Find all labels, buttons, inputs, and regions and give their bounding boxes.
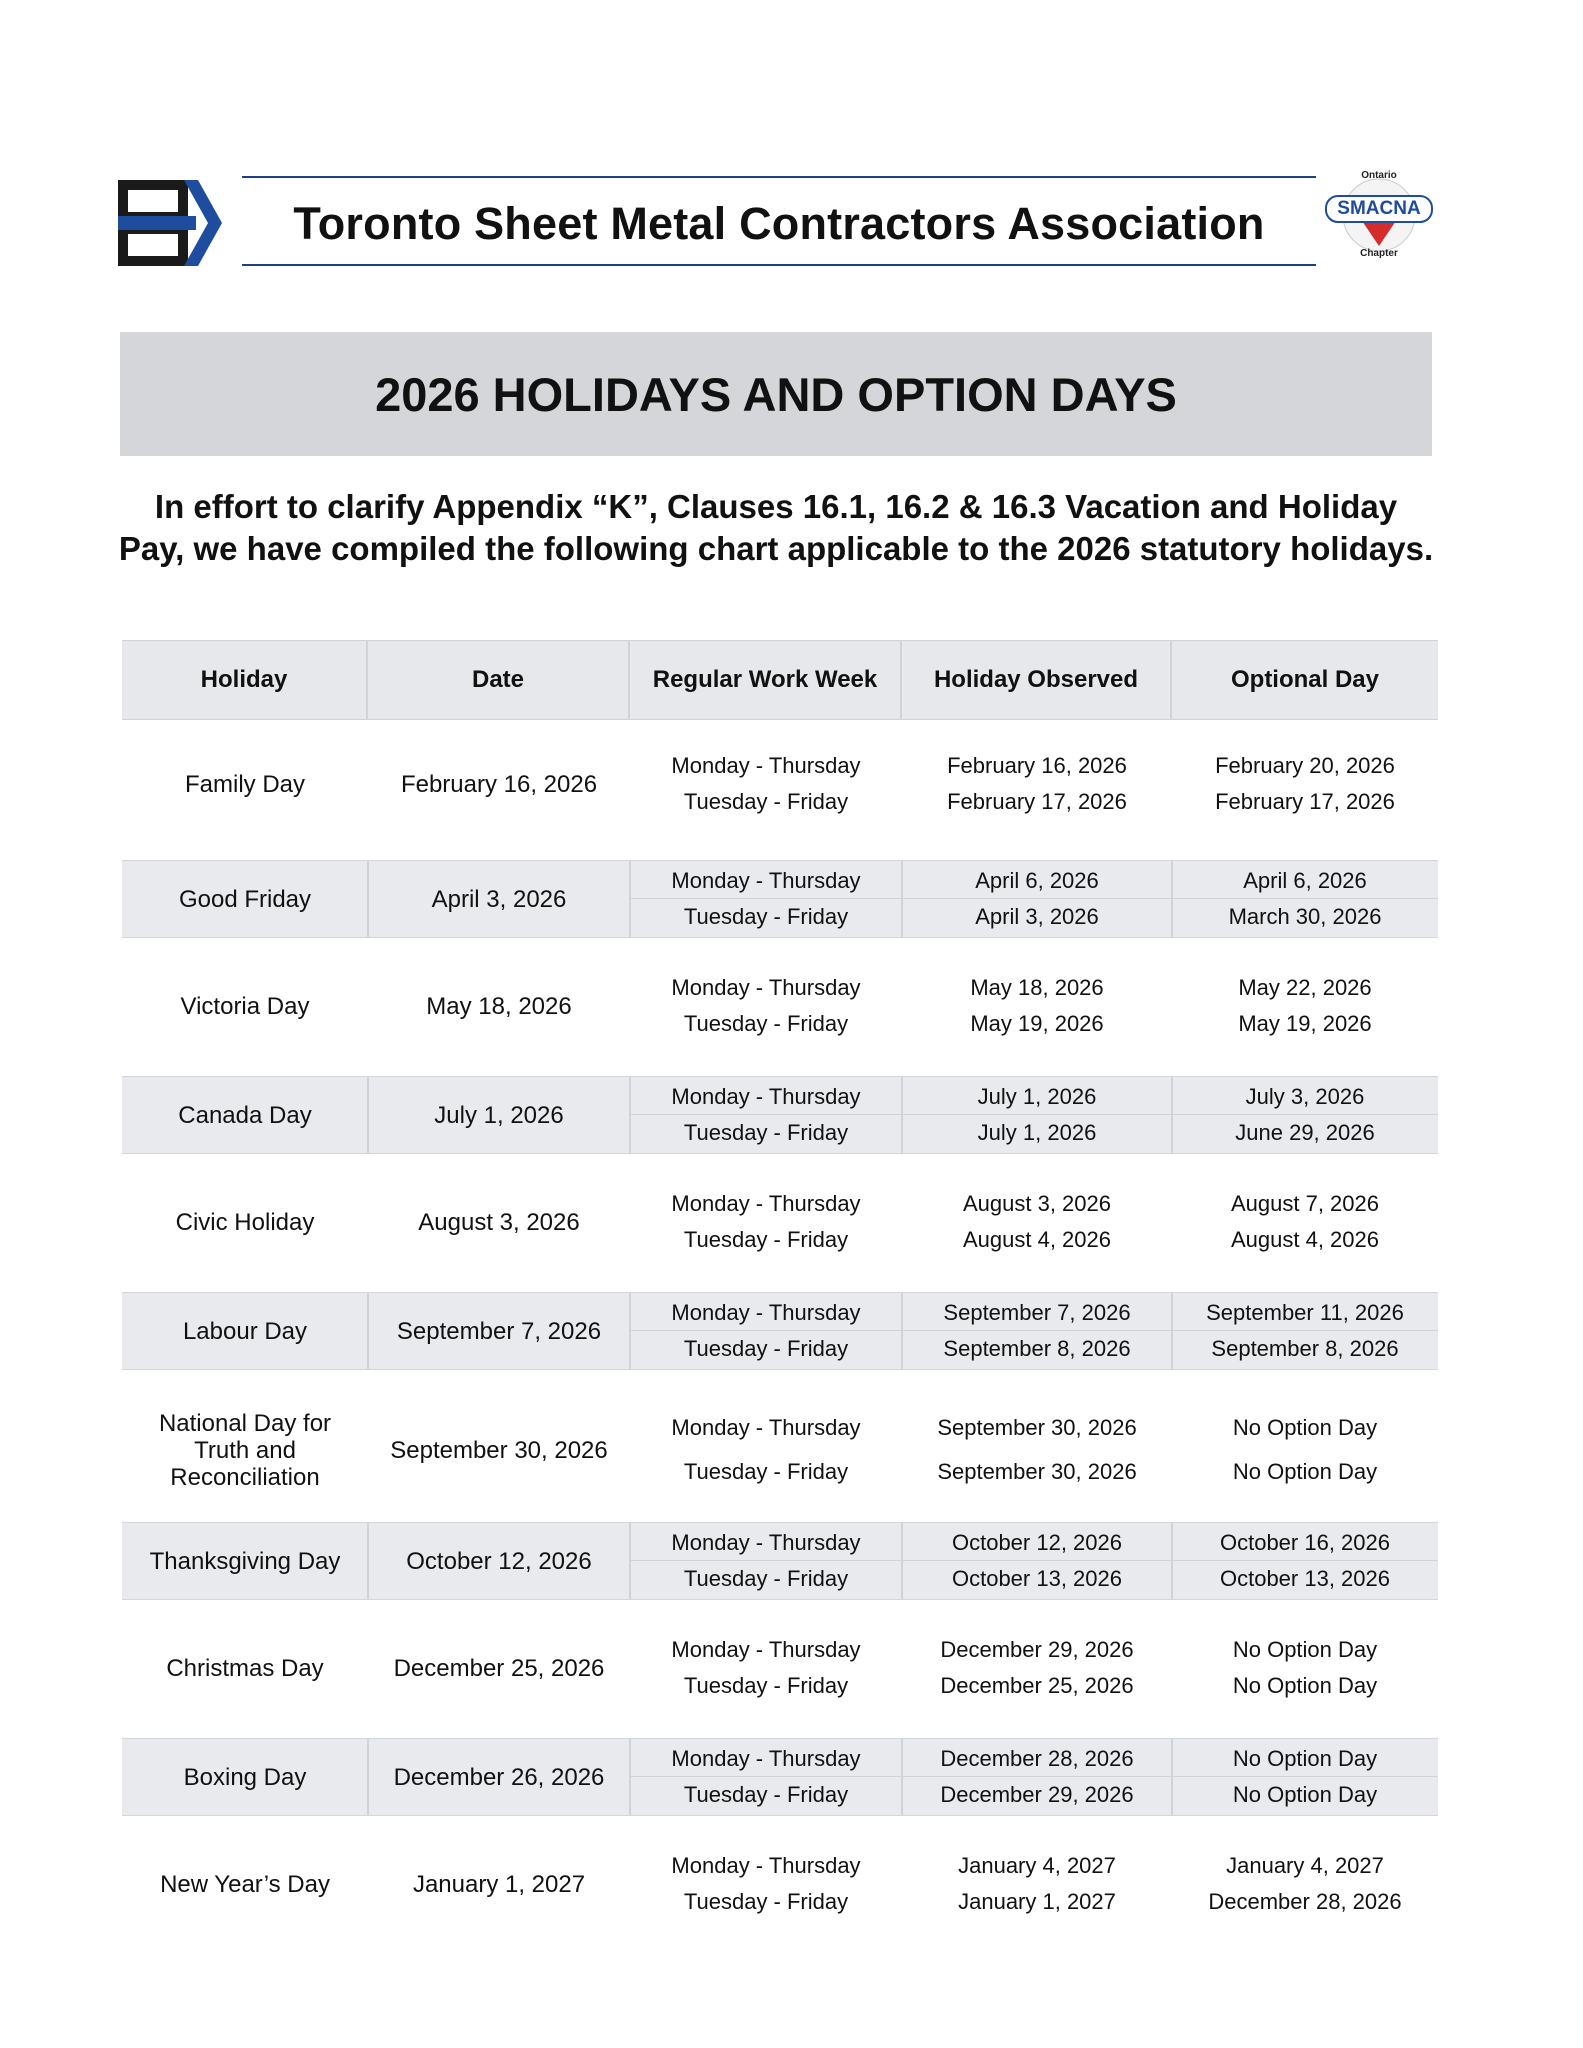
observed-date-cell (902, 746, 1172, 822)
optional-day-cell (1172, 1077, 1438, 1153)
observed-date: October 12, 2026 (951, 1530, 1122, 1555)
table-row (122, 1184, 1438, 1260)
holiday-name: Canada Day (178, 1101, 312, 1129)
work-week: Monday - Thursday (671, 868, 861, 893)
column-header-optional: Optional Day (1230, 666, 1380, 693)
table-row (122, 746, 1438, 822)
holiday-name: Victoria Day (180, 992, 310, 1020)
work-week-cell (630, 968, 902, 1044)
holiday-date: December 25, 2026 (393, 1654, 605, 1682)
observed-date: July 1, 2026 (977, 1084, 1097, 1109)
optional-day-cell (1172, 1184, 1438, 1260)
observed-date: February 16, 2026 (947, 753, 1127, 778)
optional-day: No Option Day (1232, 1673, 1378, 1698)
optional-day: May 22, 2026 (1238, 975, 1372, 1000)
optional-day: October 16, 2026 (1219, 1530, 1390, 1555)
column-header-observed: Holiday Observed (902, 641, 1172, 719)
optional-day-cell (1172, 1630, 1438, 1706)
work-week: Monday - Thursday (671, 1300, 861, 1325)
optional-day-cell (1172, 1846, 1438, 1922)
holiday-date: December 26, 2026 (393, 1763, 605, 1791)
work-week-cell (630, 1400, 902, 1500)
observed-date: July 1, 2026 (977, 1120, 1097, 1145)
work-week-cell (630, 1630, 902, 1706)
observed-date: August 4, 2026 (962, 1227, 1111, 1252)
work-week-cell (630, 861, 902, 937)
holiday-name: Thanksgiving Day (149, 1547, 341, 1575)
optional-day: No Option Day (1232, 1746, 1378, 1771)
observed-date: April 6, 2026 (975, 868, 1099, 893)
observed-date-cell (902, 1400, 1172, 1500)
optional-day-cell (1172, 1523, 1438, 1599)
title-banner (120, 332, 1432, 456)
optional-day: February 20, 2026 (1215, 753, 1395, 778)
holiday-date: July 1, 2026 (434, 1101, 564, 1129)
table-row (122, 1400, 1438, 1500)
holiday-name: New Year’s Day (160, 1870, 330, 1898)
optional-day: No Option Day (1232, 1415, 1378, 1440)
work-week: Tuesday - Friday (683, 1566, 849, 1591)
observed-date-cell (902, 1293, 1172, 1369)
table-row (122, 1076, 1438, 1154)
holiday-name: Christmas Day (166, 1654, 324, 1682)
smacna-logo (1320, 170, 1438, 260)
observed-date: October 13, 2026 (951, 1566, 1122, 1591)
optional-day-cell (1172, 746, 1438, 822)
observed-date-cell (902, 1523, 1172, 1599)
optional-day: July 3, 2026 (1245, 1084, 1365, 1109)
work-week-cell (630, 1077, 902, 1153)
observed-date: May 19, 2026 (970, 1011, 1104, 1036)
table-row (122, 1630, 1438, 1706)
table-row (122, 1846, 1438, 1922)
work-week-cell (630, 1523, 902, 1599)
work-week-cell (630, 1293, 902, 1369)
observed-date: September 8, 2026 (943, 1336, 1131, 1361)
observed-date: December 29, 2026 (940, 1637, 1134, 1662)
work-week: Monday - Thursday (671, 975, 861, 1000)
observed-date: February 17, 2026 (947, 789, 1127, 814)
holiday-date: September 7, 2026 (396, 1317, 602, 1345)
optional-day: June 29, 2026 (1235, 1120, 1375, 1145)
work-week: Monday - Thursday (671, 1084, 861, 1109)
observed-date: April 3, 2026 (975, 904, 1099, 929)
optional-day: March 30, 2026 (1228, 904, 1382, 929)
holiday-date: May 18, 2026 (426, 992, 572, 1020)
work-week: Tuesday - Friday (683, 1011, 849, 1036)
table-row (122, 1522, 1438, 1600)
work-week: Tuesday - Friday (683, 1673, 849, 1698)
work-week: Tuesday - Friday (683, 1889, 849, 1914)
header-bottom-rule (242, 264, 1316, 266)
optional-day-cell (1172, 968, 1438, 1044)
work-week: Tuesday - Friday (683, 1120, 849, 1145)
optional-day-cell (1172, 1293, 1438, 1369)
holiday-date: September 30, 2026 (390, 1436, 608, 1464)
optional-day: September 8, 2026 (1211, 1336, 1399, 1361)
column-header-date: Date (368, 641, 630, 719)
association-logo (118, 180, 226, 266)
holiday-name: Good Friday (178, 885, 312, 913)
optional-day-cell (1172, 1739, 1438, 1815)
holiday-date: February 16, 2026 (400, 770, 598, 798)
optional-day: No Option Day (1232, 1782, 1378, 1807)
holiday-name: Labour Day (182, 1317, 308, 1345)
holiday-date: August 3, 2026 (418, 1208, 580, 1236)
observed-date: January 1, 2027 (958, 1889, 1116, 1914)
holiday-date: October 12, 2026 (406, 1547, 592, 1575)
work-week: Tuesday - Friday (683, 1227, 849, 1252)
table-row (122, 1292, 1438, 1370)
optional-day-cell (1172, 1400, 1438, 1500)
table-row (122, 968, 1438, 1044)
work-week: Monday - Thursday (671, 753, 861, 778)
organization-name: Toronto Sheet Metal Contractors Association (293, 198, 1265, 249)
observed-date: August 3, 2026 (962, 1191, 1111, 1216)
smacna-top-text: Ontario (1361, 170, 1397, 181)
work-week: Tuesday - Friday (683, 1336, 849, 1361)
table-header (122, 640, 1438, 720)
observed-date: December 28, 2026 (940, 1746, 1134, 1771)
observed-date-cell (902, 1630, 1172, 1706)
smacna-bottom-text: Chapter (1360, 248, 1398, 259)
column-header-work-week: Regular Work Week (630, 641, 902, 719)
holiday-name: Family Day (184, 770, 305, 798)
smacna-main-text: SMACNA (1337, 198, 1421, 219)
optional-day: February 17, 2026 (1215, 789, 1395, 814)
optional-day: No Option Day (1232, 1459, 1378, 1484)
work-week: Monday - Thursday (671, 1191, 861, 1216)
work-week: Tuesday - Friday (683, 789, 849, 814)
optional-day: October 13, 2026 (1219, 1566, 1390, 1591)
header-top-rule (242, 176, 1316, 178)
work-week-cell (630, 1184, 902, 1260)
work-week-cell (630, 1846, 902, 1922)
optional-day: January 4, 2027 (1226, 1853, 1384, 1878)
observed-date: September 7, 2026 (943, 1300, 1131, 1325)
optional-day: August 7, 2026 (1230, 1191, 1379, 1216)
table-row (122, 860, 1438, 938)
observed-date-cell (902, 1077, 1172, 1153)
observed-date: December 29, 2026 (940, 1782, 1134, 1807)
observed-date-cell (902, 1846, 1172, 1922)
work-week-cell (630, 746, 902, 822)
work-week: Monday - Thursday (671, 1637, 861, 1662)
column-header-holiday: Holiday (122, 641, 368, 719)
observed-date: September 30, 2026 (937, 1459, 1137, 1484)
optional-day: April 6, 2026 (1243, 868, 1367, 893)
optional-day-cell (1172, 861, 1438, 937)
observed-date-cell (902, 968, 1172, 1044)
optional-day: No Option Day (1232, 1637, 1378, 1662)
work-week: Monday - Thursday (671, 1415, 861, 1440)
work-week-cell (630, 1739, 902, 1815)
work-week: Tuesday - Friday (683, 904, 849, 929)
optional-day: September 11, 2026 (1206, 1300, 1404, 1325)
observed-date-cell (902, 1739, 1172, 1815)
holiday-date: April 3, 2026 (431, 885, 567, 913)
optional-day: December 28, 2026 (1208, 1889, 1402, 1914)
holiday-name: Civic Holiday (175, 1208, 315, 1236)
optional-day: August 4, 2026 (1230, 1227, 1379, 1252)
observed-date: May 18, 2026 (970, 975, 1104, 1000)
work-week: Monday - Thursday (671, 1530, 861, 1555)
observed-date: January 4, 2027 (958, 1853, 1116, 1878)
observed-date-cell (902, 861, 1172, 937)
holiday-date: January 1, 2027 (412, 1870, 586, 1898)
observed-date-cell (902, 1184, 1172, 1260)
work-week: Tuesday - Friday (683, 1782, 849, 1807)
holiday-name: Boxing Day (183, 1763, 307, 1791)
observed-date: December 25, 2026 (940, 1673, 1134, 1698)
holiday-name: National Day for Truth and Reconciliation (158, 1409, 332, 1491)
work-week: Monday - Thursday (671, 1853, 861, 1878)
page-title: 2026 HOLIDAYS AND OPTION DAYS (375, 367, 1177, 421)
intro-paragraph: In effort to clarify Appendix “K”, Clauses 16.1, 16.2 & 16.3 Vacation and Holiday Pay, we have compiled the following chart applicable to the 2026 statutory holidays. (118, 488, 1434, 567)
observed-date: September 30, 2026 (937, 1415, 1137, 1440)
work-week: Tuesday - Friday (683, 1459, 849, 1484)
work-week: Monday - Thursday (671, 1746, 861, 1771)
optional-day: May 19, 2026 (1238, 1011, 1372, 1036)
table-row (122, 1738, 1438, 1816)
